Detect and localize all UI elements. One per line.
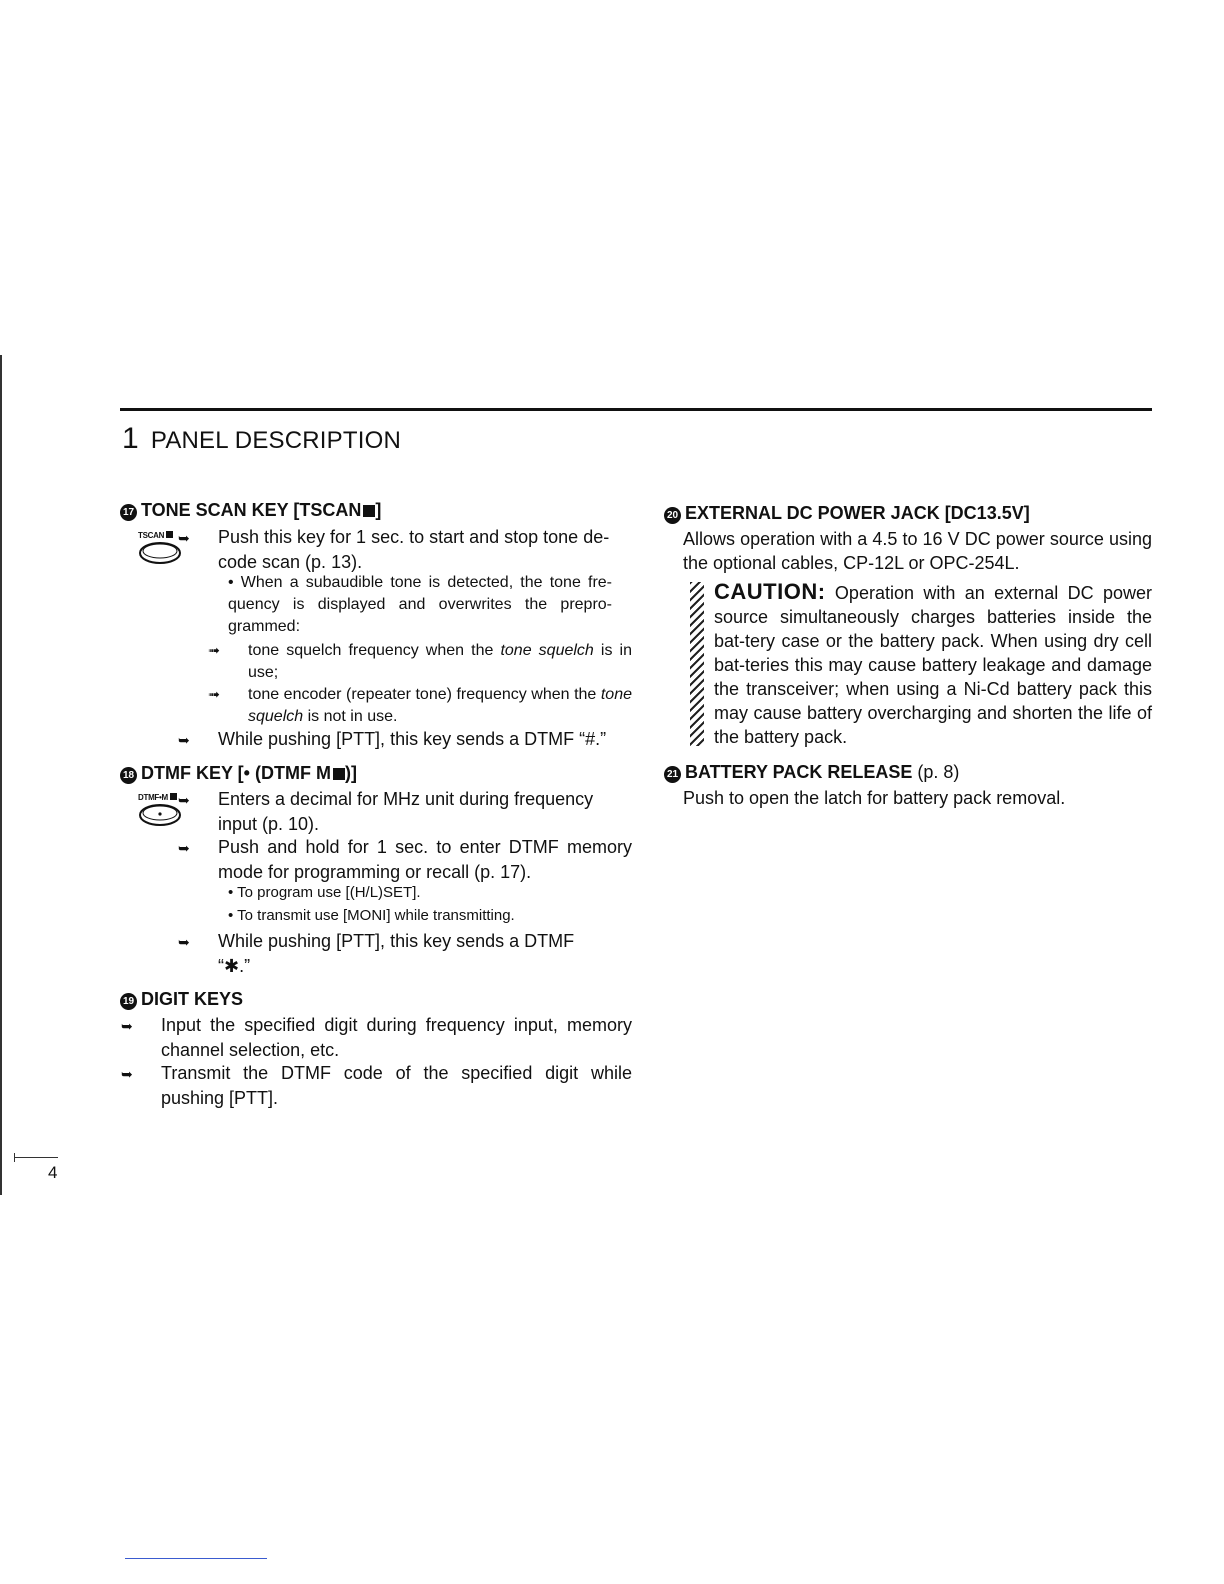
tone-scan-text-1: ➥ Push this key for 1 sec. to start and stop tone de- code scan (p. 13).: [178, 527, 610, 572]
caution-text: Operation with an external DC power source simultaneously charges batteries inside the bat-tery case or the battery pack. When using dry cell bat-teries this may cause battery leakage and damage the transceiver; when using a Ni-Cd battery pack this may cause battery overcharging and shorten the life of the battery pack.: [714, 583, 1152, 747]
caution-label: CAUTION:: [714, 579, 826, 604]
battery-release-heading: [664, 762, 959, 783]
star-key-icon: [333, 768, 345, 780]
digit-keys-text-2: ➥ Transmit the DTMF code of the specified digit while pushing [PTT].: [121, 1063, 632, 1108]
dtmf-text-1: ➥ Enters a decimal for MHz unit during frequency input (p. 10).: [178, 789, 594, 834]
tone-scan-title-end: ]: [375, 500, 382, 520]
dtmf-title-end: )]: [344, 763, 357, 783]
dtmf-key-label: DTMF•M: [138, 793, 182, 802]
tscan-key-label: TSCAN: [138, 531, 182, 540]
sub-arrow-icon: ➟: [208, 686, 220, 702]
arrow-icon: ➥: [178, 530, 190, 546]
page-number: 4: [48, 1163, 58, 1182]
arrow-icon: ➥: [178, 792, 190, 808]
tone-scan-text-2: ➥ While pushing [PTT], this key sends a DTMF “#.”: [198, 727, 632, 752]
caution-hatch-bar: [690, 582, 704, 746]
dtmf-bullet-2: • To transmit use [MONI] while transmitting.: [228, 907, 515, 924]
bottom-rule: [125, 1558, 267, 1559]
arrow-icon: ➥: [178, 934, 190, 950]
item-number-badge: 18: [120, 767, 137, 784]
dtmf-key-figure: [138, 793, 182, 833]
dtmf-heading: [120, 763, 357, 784]
chapter-heading: [122, 422, 401, 456]
battery-release-body: Push to open the latch for battery pack removal.: [683, 788, 1066, 808]
item-number-badge: 21: [664, 766, 681, 783]
item-number-badge: 20: [664, 507, 681, 524]
item-number-badge: 19: [120, 993, 137, 1010]
page-edge-line: [0, 355, 2, 1195]
digit-keys-text-1: ➥ Input the specified digit during frequency input, memory channel selection, etc.: [121, 1015, 632, 1060]
tone-scan-title: TONE SCAN KEY [TSCAN: [141, 500, 362, 520]
tone-scan-subitem-1: ➟ tone squelch frequency when the tone squelch is in use;: [228, 639, 632, 684]
header-rule: [120, 408, 1152, 411]
page-number-rule: [14, 1157, 58, 1158]
arrow-icon: ➥: [178, 732, 190, 748]
chapter-title: PANEL DESCRIPTION: [150, 427, 402, 454]
arrow-icon: ➥: [121, 1018, 133, 1034]
dc-jack-title: EXTERNAL DC POWER JACK [DC13.5V]: [685, 503, 1030, 523]
digit-keys-title: DIGIT KEYS: [141, 989, 244, 1009]
hash-key-icon: [363, 505, 375, 517]
dtmf-bullet-1: • To program use [(H/L)SET].: [228, 884, 421, 901]
tone-scan-heading: [120, 500, 381, 521]
dtmf-text-3: ➥ While pushing [PTT], this key sends a DTMF “✱.”: [178, 931, 575, 976]
tscan-key-icon: [138, 540, 182, 566]
dtmf-title: DTMF KEY [• (DTMF M: [141, 763, 331, 783]
caution-block: [714, 580, 1152, 749]
tone-scan-subitem-2: ➟ tone encoder (repeater tone) frequency when the tone squelch is not in use.: [228, 683, 632, 728]
arrow-icon: ➥: [178, 840, 190, 856]
battery-release-title: BATTERY PACK RELEASE: [685, 762, 913, 782]
sub-arrow-icon: ➟: [208, 642, 220, 658]
item-number-badge: 17: [120, 504, 137, 521]
dtmf-key-icon: [138, 802, 182, 828]
tscan-key-figure: [138, 531, 182, 571]
battery-release-page-ref: (p. 8): [912, 762, 960, 782]
arrow-icon: ➥: [121, 1066, 133, 1082]
dtmf-text-2: ➥ Push and hold for 1 sec. to enter DTMF memory mode for programming or recall (p. 17).: [178, 837, 632, 882]
dc-jack-heading: [664, 503, 1030, 524]
tone-scan-bullet: • When a subaudible tone is detected, the tone fre-quency is displayed and overwrites the prepro-grammed:: [228, 574, 612, 635]
chapter-number: 1: [122, 422, 139, 455]
dc-jack-body: Allows operation with a 4.5 to 16 V DC power source using the optional cables, CP-12L or OPC-254L.: [683, 529, 1152, 573]
digit-keys-heading: [120, 989, 243, 1010]
